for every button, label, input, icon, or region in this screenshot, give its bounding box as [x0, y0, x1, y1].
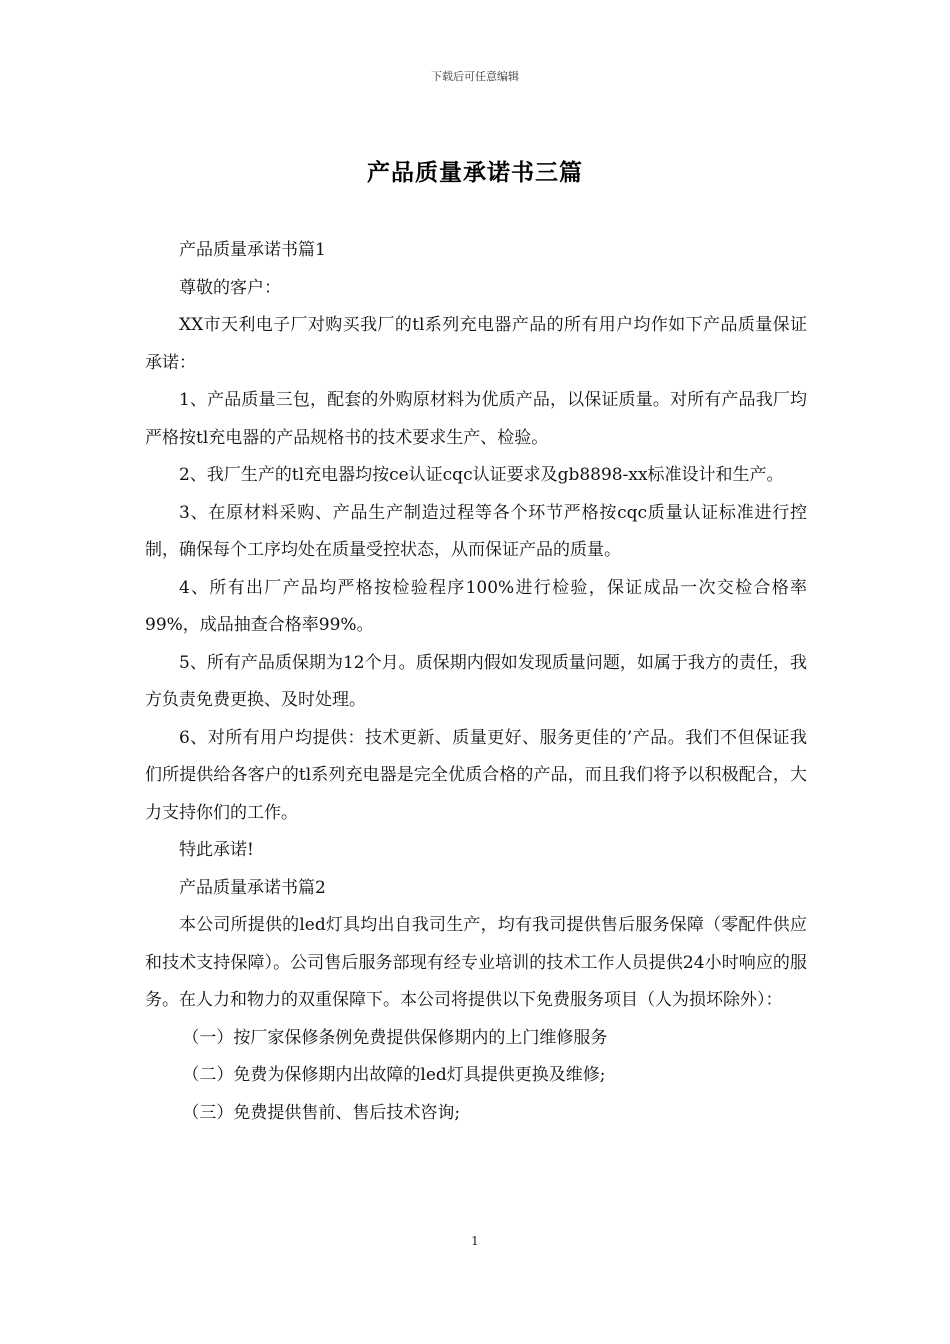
service-paragraph: 本公司所提供的led灯具均出自我司生产，均有我司提供售后服务保障（零配件供应和技术支持保障）。公司售后服务部现有经专业培训的技术工作人员提供24小时响应的服务。在人力和物力的双重保障下。本公司将提供以下免费服务项目（人为损坏除外）：	[145, 915, 807, 1010]
commitment-2: 2、我厂生产的tl充电器均按ce认证cqc认证要求及gb8898-xx标准设计和生产。	[179, 465, 784, 485]
service-item-1: （一）按厂家保修条例免费提供保修期内的上门维修服务	[182, 1027, 608, 1048]
header-note: 下载后可任意编辑	[431, 70, 519, 83]
commitment-4: 4、所有出厂产品均严格按检验程序100%进行检验，保证成品一次交检合格率99%，成品抽查合格率99%。	[145, 577, 807, 635]
closing-statement: 特此承诺!	[179, 840, 254, 860]
section-heading-2: 产品质量承诺书篇2	[179, 877, 326, 898]
service-item-2: （二）免费为保修期内出故障的led灯具提供更换及维修;	[182, 1065, 606, 1085]
document-title: 产品质量承诺书三篇	[367, 159, 583, 186]
salutation: 尊敬的客户：	[179, 277, 281, 298]
commitment-3: 3、在原材料采购、产品生产制造过程等各个环节严格按cqc质量认证标准进行控制，确保每个工序均处在质量受控状态，从而保证产品的质量。	[145, 502, 807, 560]
document-body	[145, 232, 807, 1132]
commitment-5: 5、所有产品质保期为12个月。质保期内假如发现质量问题，如属于我方的责任，我方负责免费更换、及时处理。	[145, 652, 807, 710]
commitment-6: 6、对所有用户均提供：技术更新、质量更好、服务更佳的’产品。我们不但保证我们所提供给各客户的tl系列充电器是完全优质合格的产品，而且我们将予以积极配合，大力支持你们的工作。	[145, 727, 807, 823]
service-item-3: （三）免费提供售前、售后技术咨询;	[182, 1102, 461, 1123]
page-number: 1	[471, 1234, 479, 1248]
commitment-1: 1、产品质量三包，配套的外购原材料为优质产品，以保证质量。对所有产品我厂均严格按tl充电器的产品规格书的技术要求生产、检验。	[145, 390, 807, 448]
section-heading-1: 产品质量承诺书篇1	[179, 240, 326, 260]
intro-paragraph: XX市天利电子厂对购买我厂的tl系列充电器产品的所有用户均作如下产品质量保证承诺：	[145, 315, 807, 373]
